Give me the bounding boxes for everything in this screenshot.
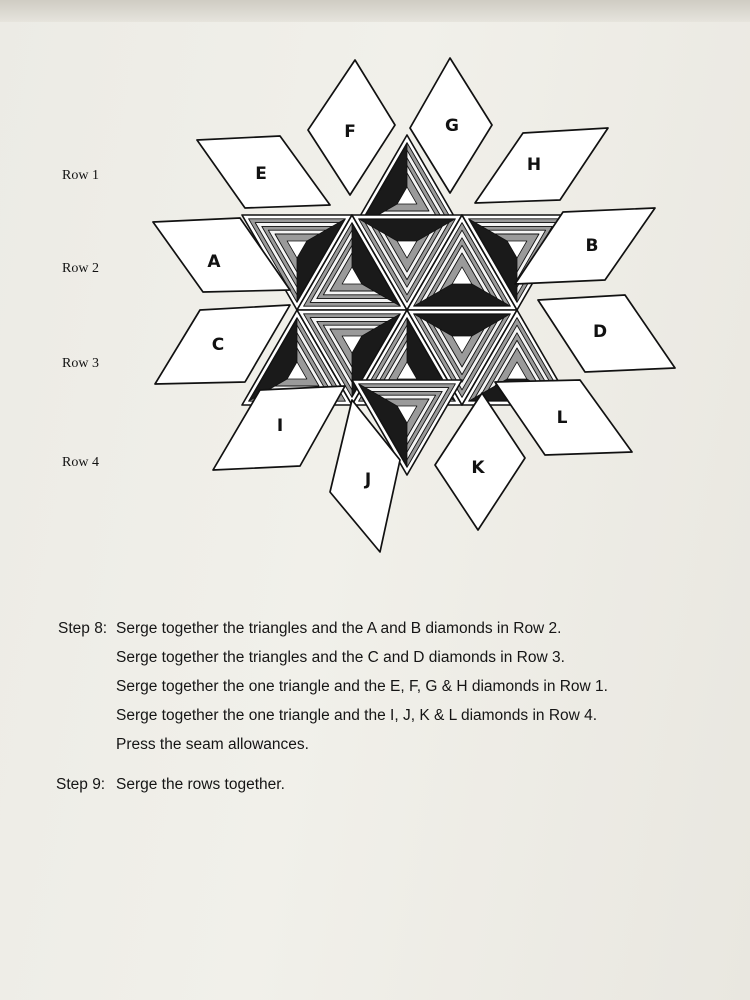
diamond-letter-c: C bbox=[211, 335, 225, 355]
row-1-label: Row 1 bbox=[62, 168, 99, 183]
diamond-letter-f: F bbox=[344, 122, 356, 142]
diamond-h bbox=[475, 128, 608, 203]
row-4-label: Row 4 bbox=[62, 455, 99, 470]
diamond-letter-g: G bbox=[445, 116, 459, 136]
row-2-label: Row 2 bbox=[62, 261, 99, 276]
diamond-letter-d: D bbox=[592, 322, 608, 342]
step-8-label: Step 8: bbox=[58, 620, 108, 637]
diamond-letter-i: I bbox=[276, 416, 284, 436]
diamond-letter-e: E bbox=[255, 164, 267, 184]
step-9-line-1: Serge the rows together. bbox=[116, 776, 285, 793]
step-8-line-2: Serge together the triangles and the C and D diamonds in Row 3. bbox=[116, 649, 565, 666]
diamond-letter-h: H bbox=[526, 155, 542, 175]
step-8-line-3: Serge together the one triangle and the E, F, G & H diamonds in Row 1. bbox=[116, 678, 608, 695]
row-3-label: Row 3 bbox=[62, 356, 99, 371]
step-8-line-4: Serge together the one triangle and the I, J, K & L diamonds in Row 4. bbox=[116, 707, 598, 724]
step-9-label: Step 9: bbox=[56, 776, 106, 793]
diamond-letter-a: A bbox=[207, 252, 221, 272]
step-8-line-1: Serge together the triangles and the A and B diamonds in Row 2. bbox=[116, 620, 562, 637]
step-8-line-5: Press the seam allowances. bbox=[116, 736, 309, 753]
diamond-letter-l: L bbox=[556, 408, 568, 428]
diamond-letter-k: K bbox=[471, 458, 485, 478]
diamond-letter-j: J bbox=[364, 470, 372, 490]
diamond-letter-b: B bbox=[585, 236, 599, 256]
